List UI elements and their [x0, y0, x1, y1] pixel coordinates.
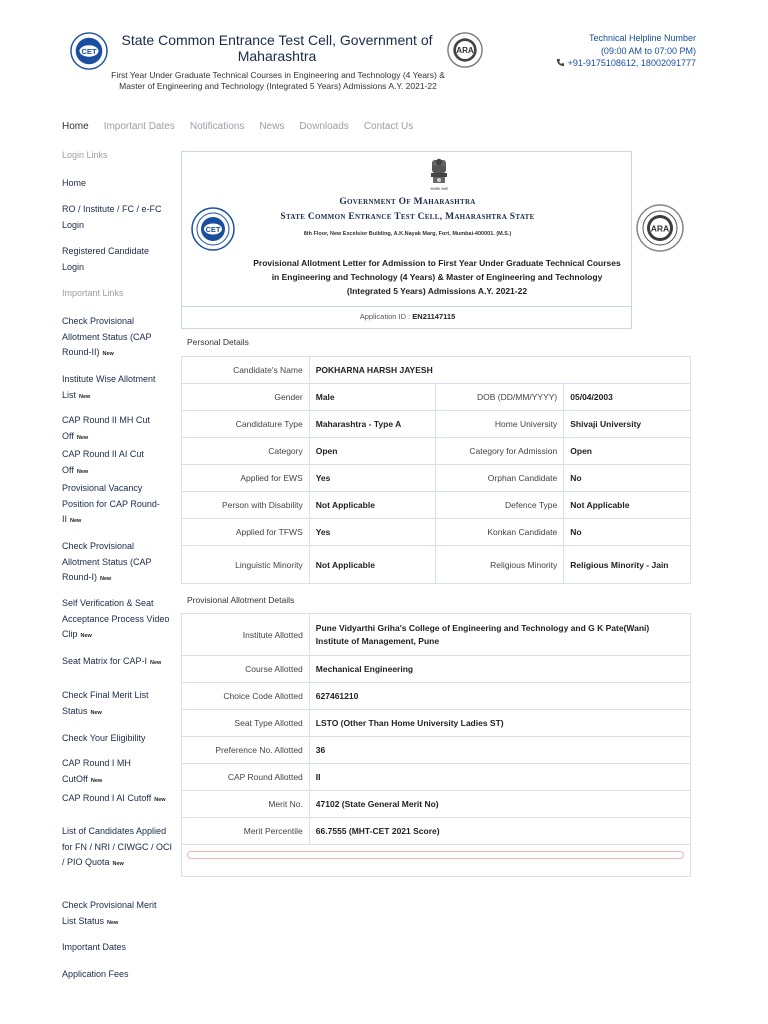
ara-logo-icon [447, 32, 483, 68]
new-badge: New [112, 861, 124, 867]
table-row [182, 546, 691, 584]
field-value: No [564, 519, 691, 546]
table-row [182, 519, 691, 546]
candidate-name-value: POKHARNA HARSH JAYESH [309, 357, 690, 384]
sidebar-link-candidate-login[interactable]: Registered Candidate Login [62, 246, 150, 272]
svg-text:ARA: ARA [456, 46, 474, 56]
allotment-label: Seat Type Allotted [182, 710, 310, 737]
site-header [0, 0, 768, 110]
field-label: Orphan Candidate [436, 465, 564, 492]
field-label: Konkan Candidate [436, 519, 564, 546]
nav-important-dates[interactable]: Important Dates [103, 121, 175, 132]
field-label: Category [182, 438, 310, 465]
site-subtitle: First Year Under Graduate Technical Courses in Engineering and Technology (4 Years) & Master of Engineering and Technology (Integrated 5 Years) Admissions A.Y. 2021-22 [111, 70, 445, 91]
allotment-label: Preference No. Allotted [182, 737, 310, 764]
field-value: Maharashtra - Type A [309, 411, 436, 438]
table-row [182, 411, 691, 438]
sidebar-link-home[interactable]: Home [62, 178, 87, 188]
nav-news[interactable]: News [259, 121, 285, 132]
allotment-value: Mechanical Engineering [309, 656, 690, 683]
emblem-caption: सत्यमेव जयते [430, 187, 448, 191]
table-row [182, 357, 691, 384]
table-row [182, 683, 691, 710]
new-badge: New [107, 919, 119, 926]
sidebar-important-link[interactable] [62, 447, 172, 480]
helpline-phones[interactable]: +91-9175108612, 18002091777 [567, 58, 696, 68]
letter-title: Provisional Allotment Letter for Admission to First Year Under Graduate Technical Courses in Engineering and Technology (4 Years) & Master of Engineering and Technology (Integrated 5 Years) Admissions A.Y. 2021-22 [253, 258, 621, 296]
table-row [182, 465, 691, 492]
sidebar-important-link[interactable] [62, 654, 172, 672]
sidebar-link-label: Check Provisional Allotment Status (CAP Round-II) [62, 316, 152, 357]
allotment-label: Institute Allotted [182, 614, 310, 656]
svg-text:CET: CET [81, 46, 97, 56]
field-value: Yes [309, 519, 436, 546]
candidate-name-label: Candidate's Name [182, 357, 310, 384]
site-title: State Common Entrance Test Cell, Government of Maharashtra [121, 32, 433, 64]
field-value: Open [309, 438, 436, 465]
svg-text:CET: CET [205, 225, 221, 234]
field-label: Candidature Type [182, 411, 310, 438]
application-id-value: EN21147115 [412, 312, 456, 321]
field-label: Religious Minority [436, 546, 564, 584]
table-row [182, 438, 691, 465]
table-row [182, 614, 691, 656]
field-value: Not Applicable [309, 546, 436, 584]
table-row [182, 791, 691, 818]
new-badge: New [70, 518, 82, 524]
sidebar-link-label: Self Verification & Seat Acceptance Process Video Clip [62, 598, 170, 639]
sidebar-link-label: Check Provisional Merit List Status [62, 900, 157, 926]
table-row [182, 656, 691, 683]
sidebar-link-label: Institute Wise Allotment List [62, 374, 156, 400]
sidebar-important-link[interactable] [62, 898, 172, 931]
field-label: DOB (DD/MM/YYYY) [436, 384, 564, 411]
sidebar-important-link[interactable] [62, 596, 172, 645]
nav-contact-us[interactable]: Contact Us [363, 121, 414, 132]
new-badge: New [80, 633, 92, 639]
panel-divider [182, 306, 631, 307]
allotment-details-title: Provisional Allotment Details [187, 595, 295, 605]
new-badge: New [102, 351, 114, 357]
nav-downloads[interactable]: Downloads [299, 121, 349, 132]
sidebar-link-label: Seat Matrix for CAP-I [62, 656, 148, 666]
field-value: Open [564, 438, 691, 465]
helpline-title: Technical Helpline Number [588, 33, 696, 43]
sidebar-important-link[interactable] [62, 688, 172, 721]
sidebar-important-link[interactable] [62, 413, 172, 446]
allotment-label: Course Allotted [182, 656, 310, 683]
sidebar-important-link[interactable] [62, 824, 172, 873]
table-row [182, 818, 691, 845]
field-value: Not Applicable [564, 492, 691, 519]
sidebar-important-link[interactable] [62, 756, 172, 789]
sidebar-important-link[interactable] [62, 539, 172, 588]
new-badge: New [154, 797, 166, 803]
personal-details-title: Personal Details [187, 337, 249, 347]
sidebar-link-ro-login[interactable]: RO / Institute / FC / e-FC Login [62, 204, 162, 230]
application-id-label: Application ID : [359, 312, 411, 321]
sidebar-link-label: Provisional Vacancy Position for CAP Round-II [62, 483, 160, 524]
sidebar-link-label: CAP Round II MH Cut Off [62, 415, 150, 441]
sidebar-link-label: Check Final Merit List Status [62, 690, 149, 716]
sidebar-important-link[interactable] [62, 967, 172, 983]
sidebar-important-link[interactable] [62, 481, 172, 530]
allotment-label: Merit Percentile [182, 818, 310, 845]
nav-home[interactable]: Home [62, 121, 89, 132]
new-badge: New [90, 777, 103, 784]
helpline-block [556, 32, 696, 70]
new-badge: New [100, 576, 112, 582]
allotment-value: LSTO (Other Than Home University Ladies ST) [309, 710, 690, 737]
sidebar-link-label: CAP Round I AI Cutoff [62, 793, 152, 803]
ara-seal-icon [636, 204, 684, 252]
allotment-letter-header [181, 151, 632, 329]
field-value: Religious Minority - Jain [564, 546, 691, 584]
table-row [182, 492, 691, 519]
sidebar-link-label: CAP Round I MH CutOff [62, 758, 131, 784]
field-value: Yes [309, 465, 436, 492]
table-row [182, 737, 691, 764]
allotment-details-table [181, 613, 691, 845]
field-label: Defence Type [436, 492, 564, 519]
field-value: No [564, 465, 691, 492]
phone-icon [556, 58, 565, 67]
allotment-label: CAP Round Allotted [182, 764, 310, 791]
new-badge: New [76, 434, 89, 441]
field-label: Applied for EWS [182, 465, 310, 492]
field-label: Category for Admission [436, 438, 564, 465]
allotment-value: 36 [309, 737, 690, 764]
cet-logo-icon[interactable] [70, 32, 108, 70]
allotment-label: Merit No. [182, 791, 310, 818]
state-emblem-icon [426, 157, 452, 193]
field-label: Home University [436, 411, 564, 438]
field-label: Person with Disability [182, 492, 310, 519]
table-row [182, 764, 691, 791]
sidebar-link-label: Check Your Eligibility [62, 733, 146, 743]
new-badge: New [150, 660, 162, 666]
field-value: 05/04/2003 [564, 384, 691, 411]
allotment-value: II [309, 764, 690, 791]
allotment-value: 47102 (State General Merit No) [309, 791, 690, 818]
allotment-value: 627461210 [309, 683, 690, 710]
sidebar-important-link[interactable] [62, 791, 172, 809]
alert-bar [187, 851, 684, 859]
field-label: Applied for TFWS [182, 519, 310, 546]
sidebar-link-label: Important Dates [62, 942, 127, 952]
sidebar-important-link[interactable] [62, 372, 172, 405]
sidebar-link-label: List of Candidates Applied for FN / NRI / CIWGC / OCI / PIO Quota [62, 826, 172, 867]
government-title: Government Of Maharashtra [339, 197, 476, 207]
sidebar-heading-login: Login Links [62, 150, 108, 160]
sidebar-link-label: Check Provisional Allotment Status (CAP Round-I) [62, 541, 152, 582]
field-value: Male [309, 384, 436, 411]
table-row [182, 384, 691, 411]
sidebar-important-link[interactable] [62, 314, 172, 363]
allotment-value: Pune Vidyarthi Griha's College of Engineering and Technology and G K Pate(Wani) Institute of Management, Pune [309, 614, 690, 656]
field-value: Shivaji University [564, 411, 691, 438]
personal-details-table [181, 356, 691, 584]
table-row [182, 710, 691, 737]
sidebar-important-link[interactable] [62, 731, 172, 747]
allotment-label: Choice Code Allotted [182, 683, 310, 710]
sidebar-link-label: CAP Round II AI Cut Off [62, 449, 144, 475]
new-badge: New [76, 468, 89, 475]
cet-seal-icon [191, 207, 235, 251]
allotment-value: 66.7555 (MHT-CET 2021 Score) [309, 818, 690, 845]
sidebar-link-label: Application Fees [62, 969, 129, 979]
field-label: Gender [182, 384, 310, 411]
top-nav [62, 121, 428, 132]
field-value: Not Applicable [309, 492, 436, 519]
cet-cell-title: State Common Entrance Test Cell, Maharashtra State [280, 212, 535, 222]
field-label: Linguistic Minority [182, 546, 310, 584]
nav-notifications[interactable]: Notifications [189, 121, 245, 132]
helpline-hours: (09:00 AM to 07:00 PM) [600, 45, 696, 56]
application-id [182, 312, 633, 321]
sidebar-important-link[interactable] [62, 940, 172, 956]
sidebar-heading-important: Important Links [62, 288, 124, 298]
new-badge: New [79, 393, 91, 400]
svg-text:ARA: ARA [650, 223, 670, 234]
new-badge: New [90, 709, 102, 716]
office-address: 8th Floor, New Excelsior Building, A.K.Nayak Marg, Fort, Mumbai-400001. (M.S.) [303, 231, 512, 237]
